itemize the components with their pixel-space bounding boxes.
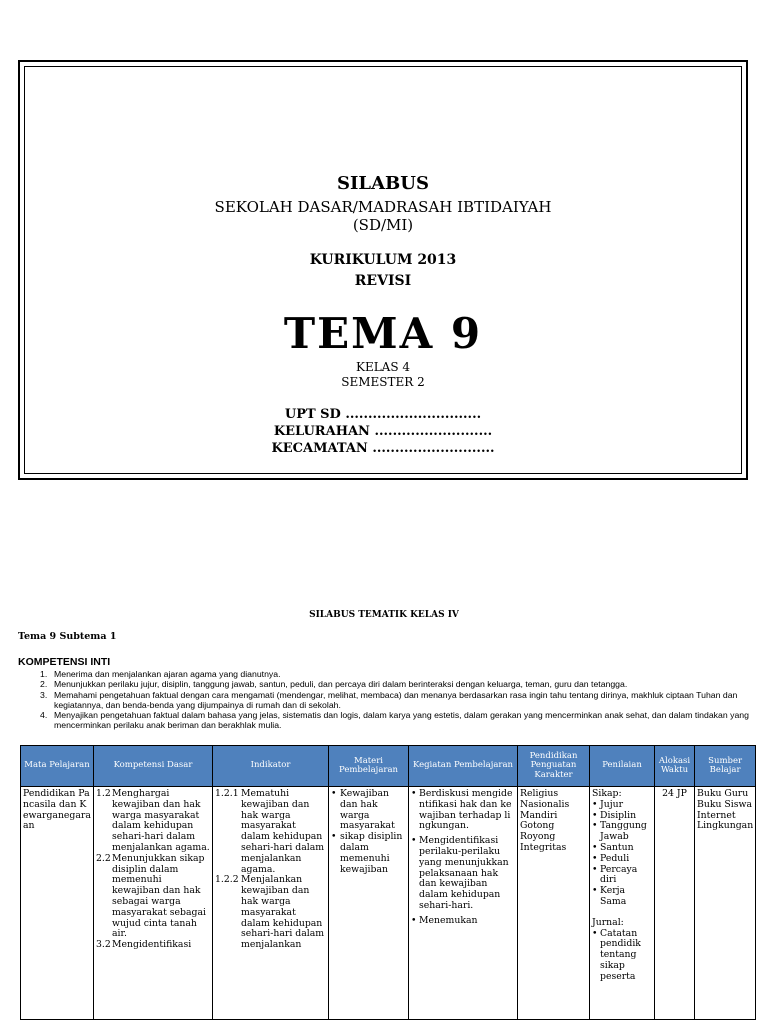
penilaian-item (592, 854, 652, 865)
header-materi: Materi Pembelajaran (329, 746, 409, 787)
bullet-icon: • (411, 835, 417, 847)
bullet-icon: • (331, 831, 337, 843)
kd-item (96, 940, 210, 951)
cover-fields (25, 406, 741, 457)
penilaian-item (592, 886, 652, 908)
kd-number: 1.2 (96, 788, 111, 799)
bullet-icon: • (592, 863, 598, 875)
ki-item (40, 690, 754, 711)
materi-item (331, 832, 406, 875)
cover-school-abbr: (SD/MI) (352, 216, 414, 234)
kegiatan-item (411, 789, 515, 832)
penilaian-item (592, 929, 652, 983)
materi-item (331, 789, 406, 832)
ppk-item: Nasionalis (520, 798, 570, 810)
indikator-text: Menjalankan kewajiban dan hak warga masyarakat dalam kehidupan sehari-hari dalam menjalankan (241, 874, 325, 951)
bullet-icon: • (411, 914, 417, 926)
syllabus-heading: SILABUS TEMATIK KELAS IV (309, 610, 459, 620)
cover-field-kelurahan: KELURAHAN .......................... (273, 424, 493, 439)
header-indikator: Indikator (213, 746, 329, 787)
kegiatan-text: Berdiskusi mengidentifikasi hak dan kewajiban terhadap lingkungan. (419, 788, 513, 832)
kegiatan-text: Menemukan (419, 914, 478, 926)
ki-title: KOMPETENSI INTI (18, 656, 111, 668)
kd-text: Menunjukkan sikap disiplin dalam memenuhi kewajiban dan hak sebagai warga masyarakat sebagai wujud cinta tanah air. (112, 852, 207, 940)
bullet-icon: • (592, 927, 598, 939)
ki-item (40, 679, 754, 689)
cell-alokasi: 24 JP (655, 787, 695, 1020)
cover-frame (18, 60, 748, 480)
penilaian-text: Santun (600, 841, 634, 853)
bullet-icon: • (592, 841, 598, 853)
penilaian-item (592, 821, 652, 843)
cell-kd (94, 787, 213, 1020)
cell-mapel: Pendidikan Pancasila dan Kewarganegaraan (21, 787, 94, 1020)
bullet-icon: • (592, 809, 598, 821)
penilaian-text: Peduli (600, 852, 630, 864)
penilaian-sikap-label: Sikap: (592, 788, 622, 799)
ki-item-number: 4. (40, 710, 48, 721)
header-penilaian: Penilaian (590, 746, 655, 787)
ki-list (40, 669, 754, 731)
kd-item (96, 789, 210, 854)
cover-curriculum: KURIKULUM 2013 (309, 252, 457, 268)
bullet-icon: • (592, 820, 598, 832)
indikator-text: Mematuhi kewajiban dan hak warga masyarakat dalam kehidupan sehari-hari dalam menjalankan agama. (241, 788, 325, 875)
sumber-item: Buku Siswa (697, 798, 753, 810)
cell-sumber (695, 787, 756, 1020)
cover-title: SILABUS (337, 173, 429, 194)
cover-revision: REVISI (354, 273, 412, 289)
syllabus-table (20, 745, 756, 1020)
penilaian-item (592, 865, 652, 887)
indikator-item (215, 875, 326, 951)
cover-grade: KELAS 4 (355, 360, 411, 374)
penilaian-text: Tanggung Jawab (600, 820, 647, 843)
cell-materi (329, 787, 409, 1020)
cell-ppk (518, 787, 590, 1020)
bullet-icon: • (411, 788, 417, 799)
cover-semester: SEMESTER 2 (341, 375, 425, 389)
ppk-item: Religius (520, 788, 559, 799)
ki-item (40, 710, 754, 731)
syllabus-subtitle: Tema 9 Subtema 1 (18, 631, 117, 642)
ki-item (40, 669, 754, 679)
indikator-number: 1.2.2 (215, 874, 239, 886)
table-row (21, 787, 756, 1020)
ppk-item: Integritas (520, 841, 567, 853)
bullet-icon: • (592, 798, 598, 810)
indikator-item (215, 789, 326, 875)
header-kd: Kompetensi Dasar (94, 746, 213, 787)
cover-school-type: SEKOLAH DASAR/MADRASAH IBTIDAIYAH (214, 198, 552, 216)
penilaian-text: Percaya diri (600, 863, 638, 886)
ki-item-text: Menerima dan menjalankan ajaran agama yang dianutnya. (54, 669, 281, 679)
kd-text: Mengidentifikasi (112, 939, 192, 951)
ki-item-number: 3. (40, 689, 48, 700)
penilaian-text: Jujur (600, 798, 624, 810)
sumber-item: Internet (697, 809, 736, 821)
penilaian-text: Kerja Sama (600, 885, 627, 907)
kd-item (96, 854, 210, 940)
cover-field-upt: UPT SD .............................. (284, 407, 482, 422)
ki-item-number: 2. (40, 679, 48, 690)
ki-item-text: Menunjukkan perilaku jujur, disiplin, tanggung jawab, santun, peduli, dan percaya diri dalam berinteraksi dengan keluarga, teman, guru dan tetangga. (54, 679, 628, 690)
penilaian-text: Disiplin (600, 809, 637, 821)
cover-inner-frame (24, 66, 742, 474)
kegiatan-item (411, 836, 515, 912)
bullet-icon: • (592, 885, 598, 897)
materi-text: sikap disiplin dalam memenuhi kewajiban (340, 831, 403, 875)
bullet-icon: • (331, 788, 337, 799)
penilaian-jurnal-label: Jurnal: (592, 916, 624, 928)
cell-penilaian (590, 787, 655, 1020)
materi-text: Kewajiban dan hak warga masyarakat (340, 788, 395, 832)
header-mapel: Mata Pelajaran (21, 746, 94, 787)
ki-item-text: Memahami pengetahuan faktual dengan cara mengamati (mendengar, melihat, membaca) dan menanya berdasarkan rasa ingin tahu tentang dirinya, makhluk ciptaan Tuhan dan kegiatannya, dan benda-benda yang dijumpainya di rumah dan di sekolah. (54, 689, 738, 710)
header-kegiatan: Kegiatan Pembelajaran (409, 746, 518, 787)
bullet-icon: • (592, 852, 598, 864)
header-alokasi: Alokasi Waktu (655, 746, 695, 787)
kd-text: Menghargai kewajiban dan hak warga masyarakat dalam kehidupan sehari-hari dalam menjalankan agama. (112, 788, 210, 853)
kd-number: 3.2 (96, 939, 111, 951)
header-sumber: Sumber Belajar (695, 746, 756, 787)
sumber-item: Lingkungan (697, 820, 754, 832)
penilaian-item (592, 800, 652, 811)
table-header-row (21, 746, 756, 787)
sumber-item: Buku Guru (697, 788, 749, 799)
kegiatan-text: Mengidentifikasi perilaku-perilaku yang menunjukkan pelaksanaan hak dan kewajiban dalam kehidupan sehari-hari. (419, 835, 509, 911)
kd-number: 2.2 (96, 852, 111, 864)
ki-item-number: 1. (40, 669, 48, 679)
ki-item-text: Menyajikan pengetahuan faktual dalam bahasa yang jelas, sistematis dan logis, dalam karya yang estetis, dalam gerakan yang mencerminkan anak sehat, dan dalam tindakan yang mencerminkan perilaku anak beriman dan berakhlak mulia. (54, 710, 749, 731)
penilaian-text: Catatan pendidik tentang sikap peserta (600, 927, 641, 982)
cell-indikator (213, 787, 329, 1020)
cover-theme: TEMA 9 (283, 309, 483, 358)
ppk-item: Gotong Royong (520, 820, 556, 843)
indikator-number: 1.2.1 (215, 788, 239, 799)
ppk-item: Mandiri (520, 809, 558, 821)
cover-field-kecamatan: KECAMATAN ........................... (271, 441, 495, 456)
header-ppk: Pendidikan Penguatan Karakter (518, 746, 590, 787)
kegiatan-item (411, 916, 515, 927)
cell-kegiatan (409, 787, 518, 1020)
